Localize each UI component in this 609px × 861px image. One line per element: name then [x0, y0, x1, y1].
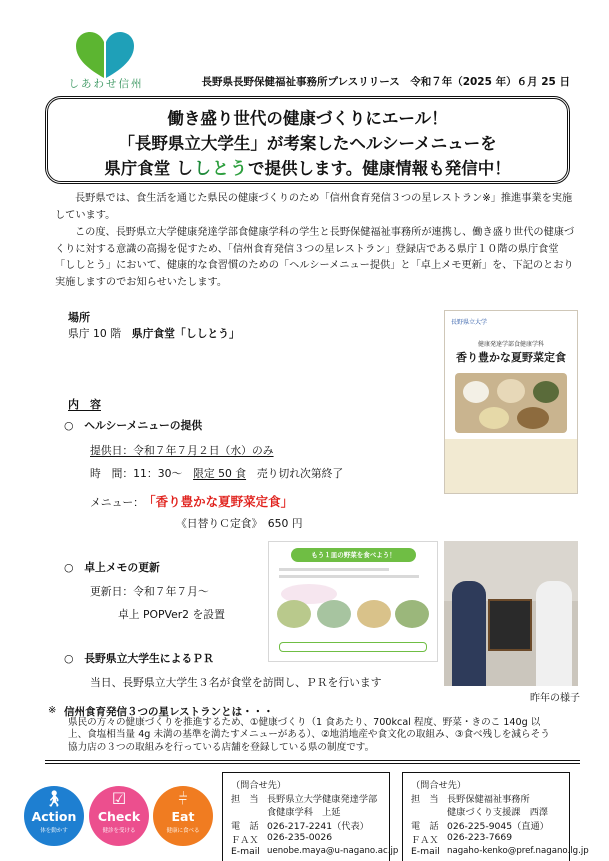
item-healthy-menu-date: 提供日：令和７年７月２日（水）のみ: [90, 444, 274, 457]
photo-caption: 昨年の様子: [530, 693, 580, 704]
pepper-icon: し: [194, 159, 213, 179]
action-badge: 🚶︎ Action 体を動かす: [24, 786, 84, 846]
item-student-pr-title: ○ 長野県立大学生によるＰＲ: [64, 652, 214, 665]
content-heading: 内 容: [68, 398, 101, 411]
shishito-brand-logo: ししとう: [176, 159, 249, 179]
place-value: 県庁 10 階 県庁食堂「ししとう」: [68, 327, 240, 340]
note-heading: 信州食育発信３つの星レストランとは・・・: [64, 706, 274, 718]
title-line-2: 「長野県立大学生」が考案したヘルシーメニューを: [118, 134, 497, 153]
item-healthy-menu-name: メニュー： 「香り豊かな夏野菜定食」: [90, 494, 294, 509]
intro-paragraph-1: 長野県では、食生活を通じた県民の健康づくりのため「信州食育発信３つの星レストラン※」推進事業を実施しています。: [55, 193, 573, 221]
poster-headline: 香り豊かな夏野菜定食: [456, 351, 566, 364]
divider: [45, 760, 580, 764]
note-body: 県民の方々の健康づくりを推進するため、①健康づくり（1 食あたり、700kcal 程度、野菜・きのこ 140g 以上、食塩相当量 4g 未満の基準を満たすメニューがある）、②地消地産や食文化の取組み、③食べ残しを減らそう協力店の３つの取組みを行っている店舗を登録している県の制度です。: [68, 717, 550, 753]
table-pop-card-image: [268, 541, 438, 662]
pop-card-header: もう１皿の野菜を食べよう！: [291, 548, 416, 562]
item-table-memo-detail: 卓上 POPVer2 を設置: [118, 608, 225, 621]
place-heading: 場所: [68, 311, 90, 324]
email-link-health-office[interactable]: nagaho-kenko@pref.nagano.lg.jp: [447, 846, 589, 856]
fork-knife-icon: ⫩: [178, 789, 188, 808]
title-line-3-pre: 県庁食堂: [104, 159, 171, 178]
item-table-memo-title: ○ 卓上メモの更新: [64, 561, 160, 574]
title-line-3: [48, 156, 567, 182]
title-line-3-post: で提供します。健康情報も発信中！: [248, 159, 511, 178]
check-badge: ☑ Check 健診を受ける: [89, 786, 149, 846]
item-healthy-menu-time: 時 間：11：30～ 限定 50 食 売り切れ次第終了: [90, 467, 344, 480]
title-line-1: 働き盛り世代の健康づくりにエール！: [167, 109, 448, 128]
email-link-university[interactable]: uenobe.maya@u-nagano.ac.jp: [267, 846, 399, 856]
item-student-pr-detail: 当日、長野県立大学生３名が食堂を訪問し、ＰＲを行います: [90, 676, 382, 689]
menu-poster-image: [444, 310, 578, 494]
walking-person-icon: 🚶︎: [43, 789, 65, 808]
last-year-photo: [444, 541, 578, 686]
title-box: [45, 96, 570, 184]
intro-paragraph-2: この度、長野県立大学健康発達学部食健康学科の学生と長野保健福祉事務所が連携し、働き盛り世代の健康づくりに対する意識の高揚を促すため、「信州食育発信３つの星レストラン」登録店である県庁１０階の県庁食堂「ししとう」において、健康的な食習慣のための「ヘルシーメニュー提供」と「卓上メモ更新」を、下記のとおり実施しますのでお知らせいたします。: [55, 227, 575, 288]
item-healthy-menu-title: ○ ヘルシーメニューの提供: [64, 419, 203, 432]
item-table-memo-date: 更新日：令和７年７月～: [90, 585, 209, 598]
meal-photo: [455, 373, 567, 433]
contact-health-office: （問合せ先） 担 当 長野保健福祉事務所 健康づくり支援課 西澤 電 話 026-225-9045（直通） ＦＡＸ 026-223-7669 E-mail nagaho-kenko@pref.nagano.lg.jp: [402, 772, 570, 861]
press-release-line: 長野県長野保健福祉事務所プレスリリース 令和７年（2025 年）６月 25 日: [201, 76, 570, 88]
item-healthy-menu-price: 《日替りＣ定食》 650 円: [176, 517, 303, 530]
contact-university: （問合せ先） 担 当 長野県立大学健康発達学部 食健康学科 上延 電 話 026-217-2241（代表） ＦＡＸ 026-235-0026 E-mail uenobe.maya@u-nagano.ac.jp: [222, 772, 390, 861]
clipboard-icon: ☑: [111, 789, 127, 808]
eat-badge: ⫩ Eat 健康に食べる: [153, 786, 213, 846]
poster-subtitle: 健康発達学部食健康学科: [477, 341, 544, 348]
logo-text: しあわせ信州: [68, 78, 144, 90]
poster-university-logo: 長野県立大学: [451, 319, 488, 326]
note-mark: ※: [48, 705, 57, 716]
